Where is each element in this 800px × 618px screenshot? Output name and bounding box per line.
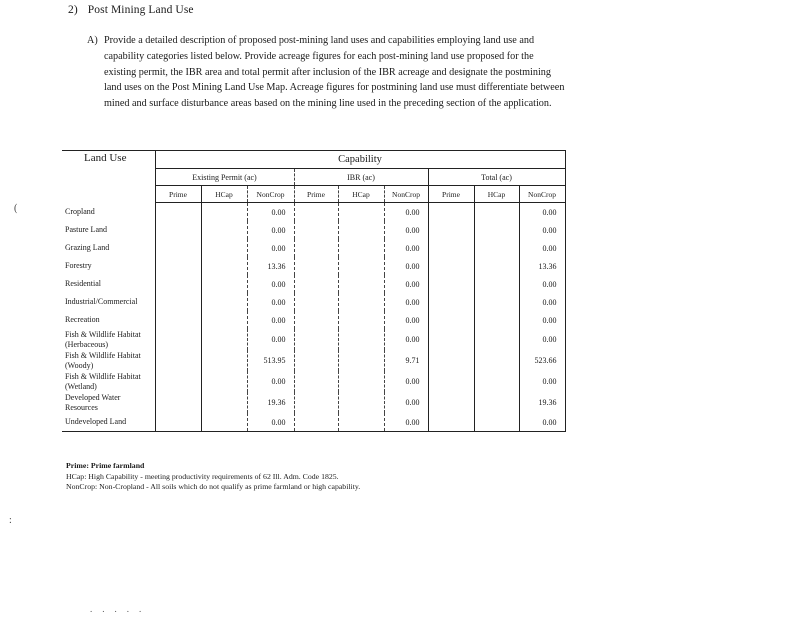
- noncrop-total-value: 0.00: [519, 329, 565, 350]
- empty-cell: [428, 392, 474, 413]
- subcol-header: Prime: [428, 186, 474, 203]
- empty-cell: [428, 257, 474, 275]
- noncrop-ibr-value: 0.00: [384, 371, 428, 392]
- empty-cell: [338, 371, 384, 392]
- noncrop-total-value: 13.36: [519, 257, 565, 275]
- empty-cell: [294, 203, 338, 222]
- empty-cell: [155, 311, 201, 329]
- table-row: [62, 203, 565, 222]
- noncrop-existing-value: 513.95: [247, 350, 294, 371]
- empty-cell: [474, 239, 519, 257]
- table-row: [62, 311, 565, 329]
- empty-cell: [338, 329, 384, 350]
- note-prime: Prime: Prime farmland: [66, 461, 145, 470]
- empty-cell: [294, 311, 338, 329]
- empty-cell: [338, 203, 384, 222]
- note-noncrop: NonCrop: Non-Cropland - All soils which do not qualify as prime farmland or high capability.: [66, 482, 361, 491]
- empty-cell: [428, 311, 474, 329]
- group-total-header: Total (ac): [428, 169, 565, 186]
- empty-cell: [428, 239, 474, 257]
- empty-cell: [474, 203, 519, 222]
- scan-mark: :: [9, 515, 12, 526]
- subcol-header: HCap: [201, 186, 247, 203]
- group-ibr-header: IBR (ac): [294, 169, 428, 186]
- subcol-header: HCap: [338, 186, 384, 203]
- table-row: [62, 239, 565, 257]
- empty-cell: [201, 350, 247, 371]
- empty-cell: [428, 350, 474, 371]
- table-row: [62, 275, 565, 293]
- empty-cell: [474, 329, 519, 350]
- empty-cell: [201, 311, 247, 329]
- noncrop-existing-value: 19.36: [247, 392, 294, 413]
- noncrop-ibr-value: 0.00: [384, 311, 428, 329]
- noncrop-ibr-value: 0.00: [384, 257, 428, 275]
- empty-cell: [294, 350, 338, 371]
- section-heading: [68, 4, 194, 16]
- land-use-name: Forestry: [62, 257, 155, 275]
- noncrop-ibr-value: 0.00: [384, 293, 428, 311]
- land-use-table: [62, 150, 566, 432]
- subcol-header: NonCrop: [519, 186, 565, 203]
- empty-cell: [474, 275, 519, 293]
- note-hcap: HCap: High Capability - meeting productivity requirements of 62 Ill. Adm. Code 1825.: [66, 471, 339, 481]
- empty-cell: [155, 203, 201, 222]
- empty-cell: [428, 413, 474, 432]
- empty-cell: [155, 275, 201, 293]
- empty-cell: [155, 329, 201, 350]
- section-number: 2): [68, 4, 78, 16]
- empty-cell: [338, 257, 384, 275]
- empty-cell: [201, 203, 247, 222]
- table-row: [62, 221, 565, 239]
- empty-cell: [201, 275, 247, 293]
- empty-cell: [428, 293, 474, 311]
- empty-cell: [294, 221, 338, 239]
- empty-cell: [474, 293, 519, 311]
- noncrop-existing-value: 0.00: [247, 239, 294, 257]
- empty-cell: [338, 275, 384, 293]
- noncrop-ibr-value: 9.71: [384, 350, 428, 371]
- noncrop-ibr-value: 0.00: [384, 203, 428, 222]
- noncrop-total-value: 0.00: [519, 293, 565, 311]
- empty-cell: [428, 221, 474, 239]
- land-use-name: Developed Water Resources: [62, 392, 155, 413]
- empty-cell: [294, 413, 338, 432]
- noncrop-ibr-value: 0.00: [384, 413, 428, 432]
- empty-cell: [201, 239, 247, 257]
- empty-cell: [201, 293, 247, 311]
- noncrop-total-value: 0.00: [519, 239, 565, 257]
- noncrop-existing-value: 0.00: [247, 203, 294, 222]
- subcol-header: Prime: [294, 186, 338, 203]
- empty-cell: [338, 239, 384, 257]
- group-existing-header: Existing Permit (ac): [155, 169, 294, 186]
- land-use-name: Cropland: [62, 203, 155, 222]
- empty-cell: [155, 239, 201, 257]
- empty-cell: [294, 239, 338, 257]
- empty-cell: [155, 413, 201, 432]
- land-use-name: Fish & Wildlife Habitat (Herbaceous): [62, 329, 155, 350]
- empty-cell: [474, 413, 519, 432]
- table-row: [62, 371, 565, 392]
- empty-cell: [155, 221, 201, 239]
- subcol-header: HCap: [474, 186, 519, 203]
- empty-cell: [474, 350, 519, 371]
- empty-cell: [338, 392, 384, 413]
- empty-cell: [201, 257, 247, 275]
- noncrop-existing-value: 13.36: [247, 257, 294, 275]
- noncrop-existing-value: 0.00: [247, 329, 294, 350]
- empty-cell: [428, 371, 474, 392]
- noncrop-existing-value: 0.00: [247, 371, 294, 392]
- empty-cell: [338, 293, 384, 311]
- empty-cell: [294, 329, 338, 350]
- table-row: [62, 413, 565, 432]
- noncrop-ibr-value: 0.00: [384, 221, 428, 239]
- land-use-name: Fish & Wildlife Habitat (Woody): [62, 350, 155, 371]
- subcol-header: Prime: [155, 186, 201, 203]
- empty-cell: [338, 350, 384, 371]
- noncrop-ibr-value: 0.00: [384, 392, 428, 413]
- noncrop-total-value: 0.00: [519, 413, 565, 432]
- empty-cell: [155, 257, 201, 275]
- scan-mark: (: [14, 203, 18, 214]
- noncrop-existing-value: 0.00: [247, 221, 294, 239]
- noncrop-total-value: 0.00: [519, 221, 565, 239]
- empty-cell: [474, 392, 519, 413]
- empty-cell: [428, 329, 474, 350]
- subcol-header: NonCrop: [384, 186, 428, 203]
- noncrop-existing-value: 0.00: [247, 275, 294, 293]
- noncrop-total-value: 19.36: [519, 392, 565, 413]
- empty-cell: [294, 371, 338, 392]
- empty-cell: [201, 329, 247, 350]
- noncrop-total-value: 523.66: [519, 350, 565, 371]
- noncrop-total-value: 0.00: [519, 203, 565, 222]
- empty-cell: [338, 413, 384, 432]
- land-use-name: Recreation: [62, 311, 155, 329]
- legend-notes: [66, 461, 360, 493]
- empty-cell: [338, 221, 384, 239]
- empty-cell: [474, 221, 519, 239]
- noncrop-total-value: 0.00: [519, 275, 565, 293]
- empty-cell: [155, 293, 201, 311]
- land-use-name: Industrial/Commercial: [62, 293, 155, 311]
- empty-cell: [474, 257, 519, 275]
- capability-header: Capability: [155, 151, 565, 169]
- land-use-name: Pasture Land: [62, 221, 155, 239]
- paragraph-text: Provide a detailed description of proposed post-mining land uses and capabilities employing land use and capability categories listed below. Provide acreage figures for each post-mining land use proposed for the existing permit, the IBR area and total permit after inclusion of the IBR acreage and designate the postmining land uses on the Post Mining Land Use Map. Acreage figures for postmining land use must differentiate between mined and surface disturbance areas based on the mining line used in the preceding section of the application.: [104, 35, 565, 110]
- empty-cell: [338, 311, 384, 329]
- noncrop-existing-value: 0.00: [247, 293, 294, 311]
- noncrop-ibr-value: 0.00: [384, 275, 428, 293]
- table-row: [62, 392, 565, 413]
- noncrop-existing-value: 0.00: [247, 413, 294, 432]
- empty-cell: [155, 392, 201, 413]
- noncrop-total-value: 0.00: [519, 311, 565, 329]
- noncrop-existing-value: 0.00: [247, 311, 294, 329]
- land-use-name: Grazing Land: [62, 239, 155, 257]
- empty-cell: [155, 371, 201, 392]
- noncrop-ibr-value: 0.00: [384, 239, 428, 257]
- empty-cell: [428, 203, 474, 222]
- empty-cell: [474, 371, 519, 392]
- empty-cell: [428, 275, 474, 293]
- table-row: [62, 257, 565, 275]
- empty-cell: [201, 221, 247, 239]
- section-title: Post Mining Land Use: [87, 4, 194, 16]
- empty-cell: [294, 392, 338, 413]
- noncrop-ibr-value: 0.00: [384, 329, 428, 350]
- empty-cell: [201, 413, 247, 432]
- empty-cell: [474, 311, 519, 329]
- empty-cell: [155, 350, 201, 371]
- table-row: [62, 329, 565, 350]
- instruction-paragraph: [87, 33, 565, 112]
- empty-cell: [294, 275, 338, 293]
- empty-cell: [294, 293, 338, 311]
- land-use-name: Undeveloped Land: [62, 413, 155, 432]
- empty-cell: [201, 371, 247, 392]
- empty-cell: [201, 392, 247, 413]
- land-use-name: Fish & Wildlife Habitat (Wetland): [62, 371, 155, 392]
- table-row: [62, 350, 565, 371]
- empty-cell: [294, 257, 338, 275]
- land-use-name: Residential: [62, 275, 155, 293]
- paragraph-marker: A): [87, 35, 98, 46]
- table-row: [62, 293, 565, 311]
- land-use-header: Land Use: [62, 151, 155, 203]
- subcol-header: NonCrop: [247, 186, 294, 203]
- scan-dots: .....: [90, 604, 152, 614]
- noncrop-total-value: 0.00: [519, 371, 565, 392]
